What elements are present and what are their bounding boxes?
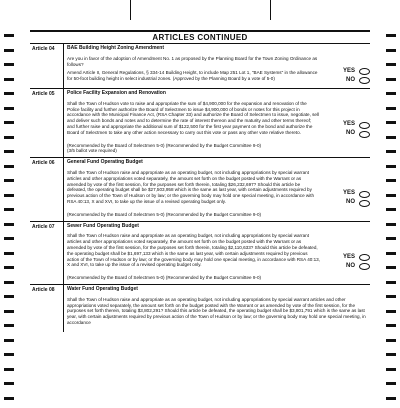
article-number: Article 04 <box>30 44 64 88</box>
timing-mark <box>386 179 396 182</box>
no-oval[interactable] <box>359 77 370 84</box>
ballot-section <box>30 30 370 332</box>
timing-mark <box>4 92 14 95</box>
no-oval[interactable] <box>359 131 370 138</box>
timing-mark <box>386 136 396 139</box>
yes-oval[interactable] <box>359 122 370 129</box>
timing-mark <box>386 49 396 52</box>
article-row <box>30 222 370 285</box>
timing-mark <box>386 150 396 153</box>
vote-no[interactable] <box>328 130 370 139</box>
timing-mark <box>4 165 14 168</box>
vote-yes[interactable] <box>328 121 370 130</box>
timing-mark <box>386 266 396 269</box>
timing-mark <box>386 339 396 342</box>
vote-yes[interactable] <box>328 190 370 199</box>
timing-mark <box>386 310 396 313</box>
timing-mark <box>4 150 14 153</box>
timing-mark <box>4 397 14 400</box>
timing-mark <box>4 266 14 269</box>
yes-oval[interactable] <box>359 68 370 75</box>
top-guide-line <box>130 0 131 20</box>
no-oval[interactable] <box>359 200 370 207</box>
article-text: Shall the Town of Hudson vote to raise and appropriate the sum of $4,900,000 for the expansion and renovation of the Police facility and further authorize the Board of Selectmen to issue $4,900,000 of bonds or notes for this project in accordance with the Municipal Finance Act, (RSA Chapter 33) and authorize the Board of Selectmen to issue, negotiate, sell and deliver such bonds and notes and to determine the rate of interest thereon and the maturity and other terms thereof; and further raise and appropriate the additional sum of $122,500 for the first year payment on the bond and authorize the Board of Selectmen to take any other action necessary to carry out this vote or pass any other vote relative thereto. <box>67 100 320 135</box>
article-number: Article 06 <box>30 158 64 220</box>
timing-mark <box>386 223 396 226</box>
vote-no[interactable] <box>328 262 370 271</box>
left-timing-marks <box>4 0 14 408</box>
no-label: NO <box>346 130 355 137</box>
timing-mark <box>386 237 396 240</box>
no-label: NO <box>346 262 355 269</box>
timing-mark <box>4 353 14 356</box>
yes-label: YES <box>342 121 355 128</box>
article-title: General Fund Operating Budget <box>67 159 143 166</box>
article-text: Shall the Town of Hudson raise and appropriate as an operating budget, not including appropriations by special warrant articles and other appropriations voted separately, the amount set forth on the budget posted with the Warrant or as amended by vote of the first session, for the purposes set forth therein, totaling $3,802,291? Should this article be defeated, the operating budget shall be $3,801,791 which is the same as last year, with certain adjustments required by previous action of the Town of Hudson or by law; or the governing body may hold one special meeting, in accordance <box>67 296 366 325</box>
article-number: Article 08 <box>30 285 64 332</box>
timing-mark <box>386 281 396 284</box>
article-text: Shall the Town of Hudson raise and appropriate as an operating budget, not including appropriations by special warrant articles and other appropriations voted separately, the amount set forth on the budget posted with the Warrant or as amended by vote of the first session, for the purposes set forth therein, totaling $26,232,697? Should this article be defeated, the operating budget shall be $27,503,958 which is the same as last year, with certain adjustments required by previous action of the Town of Hudson or by law; or the governing body may hold one special meeting, in accordance with RSA 40:13, X and XVI, to take up the issue of a revised operating budget only. <box>67 169 315 204</box>
timing-mark <box>386 208 396 211</box>
yes-label: YES <box>342 253 355 260</box>
timing-mark <box>4 382 14 385</box>
article-recommendation: (Recommended by the Board of Selectmen 5-0) (Recommended by the Budget Committee 9-0) <box>67 211 262 217</box>
article-row <box>30 285 370 332</box>
article-row <box>30 158 370 221</box>
article-question: Are you in favor of the adoption of Amendment No. 1 as proposed by the Planning Board for the Town Zoning Ordinance as follows? <box>67 55 318 67</box>
timing-mark <box>4 121 14 124</box>
article-body <box>64 158 370 220</box>
timing-mark <box>4 223 14 226</box>
timing-mark <box>4 49 14 52</box>
timing-mark <box>4 237 14 240</box>
no-label: NO <box>346 76 355 83</box>
timing-mark <box>4 324 14 327</box>
timing-mark <box>4 63 14 66</box>
timing-mark <box>4 179 14 182</box>
timing-mark <box>386 324 396 327</box>
no-oval[interactable] <box>359 263 370 270</box>
timing-mark <box>4 194 14 197</box>
timing-mark <box>4 252 14 255</box>
no-label: NO <box>346 199 355 206</box>
vote-yes[interactable] <box>328 253 370 262</box>
article-recommendation: (Recommended by the Board of Selectmen 5-0) (Recommended by the Budget Committee 9-0) <box>67 275 262 281</box>
vote-yes[interactable] <box>328 67 370 76</box>
timing-mark <box>4 310 14 313</box>
yes-oval[interactable] <box>359 191 370 198</box>
timing-mark <box>4 368 14 371</box>
yes-label: YES <box>342 67 355 74</box>
article-title: BAE Building Height Zoning Amendment <box>67 45 165 51</box>
vote-no[interactable] <box>328 199 370 208</box>
article-title: Water Fund Operating Budget <box>67 285 138 292</box>
article-number: Article 05 <box>30 89 64 157</box>
article-body <box>64 89 370 157</box>
timing-mark <box>4 34 14 37</box>
article-body <box>64 285 370 332</box>
timing-mark <box>4 295 14 298</box>
timing-mark <box>4 78 14 81</box>
timing-mark <box>4 136 14 139</box>
vote-options <box>328 190 370 208</box>
yes-label: YES <box>342 190 355 197</box>
article-recommendation: (Recommended by the Board of Selectmen 5-0) (Recommended by the Budget Committee 9-0) (3/5 ballot vote required) <box>67 142 262 154</box>
article-number: Article 07 <box>30 222 64 284</box>
article-row <box>30 44 370 89</box>
article-row <box>30 89 370 158</box>
timing-mark <box>386 78 396 81</box>
vote-options <box>328 253 370 271</box>
vote-options <box>328 67 370 85</box>
timing-mark <box>4 107 14 110</box>
article-title: Sewer Fund Operating Budget <box>67 222 139 229</box>
timing-mark <box>386 295 396 298</box>
timing-mark <box>386 382 396 385</box>
section-header: ARTICLES CONTINUED <box>30 32 370 44</box>
timing-mark <box>4 339 14 342</box>
yes-oval[interactable] <box>359 254 370 261</box>
top-guide-line <box>270 0 271 20</box>
article-text: Shall the Town of Hudson raise and appropriate as an operating budget, not including appropriations by special warrant articles and other appropriations voted separately, the amount set forth on the budget posted with the Warrant or as amended by vote of the first session, for the purposes set forth therein, totaling $2,110,633? Should this article be defeated, the operating budget shall be $1,697,133 which is the same as last year, with certain adjustments required by previous action of the Town of Hudson or by law; or the governing body may hold one special meeting, in accordance with RSA 40:13, X and XVI, to take up the issue of a revised operating budget only. <box>67 233 320 268</box>
timing-mark <box>386 34 396 37</box>
timing-mark <box>386 397 396 400</box>
timing-mark <box>386 121 396 124</box>
article-text: Amend Article II, General Regulations, § 334-14 Building Height, to include Map 251 Lot 1, "BAE Systems" in the allowance for 50-foot building height in select industrial zones. (Approved by the Planning Board by a vote of 5-0) <box>67 70 318 82</box>
timing-mark <box>386 165 396 168</box>
article-body <box>64 44 370 88</box>
timing-mark <box>386 107 396 110</box>
vote-options <box>328 121 370 139</box>
article-title: Police Facility Expansion and Renovation <box>67 89 166 96</box>
timing-mark <box>386 194 396 197</box>
right-timing-marks <box>386 0 396 408</box>
timing-mark <box>386 63 396 66</box>
article-body <box>64 222 370 284</box>
vote-no[interactable] <box>328 76 370 85</box>
timing-mark <box>386 252 396 255</box>
timing-mark <box>4 281 14 284</box>
timing-mark <box>386 368 396 371</box>
timing-mark <box>4 208 14 211</box>
timing-mark <box>386 92 396 95</box>
timing-mark <box>386 353 396 356</box>
